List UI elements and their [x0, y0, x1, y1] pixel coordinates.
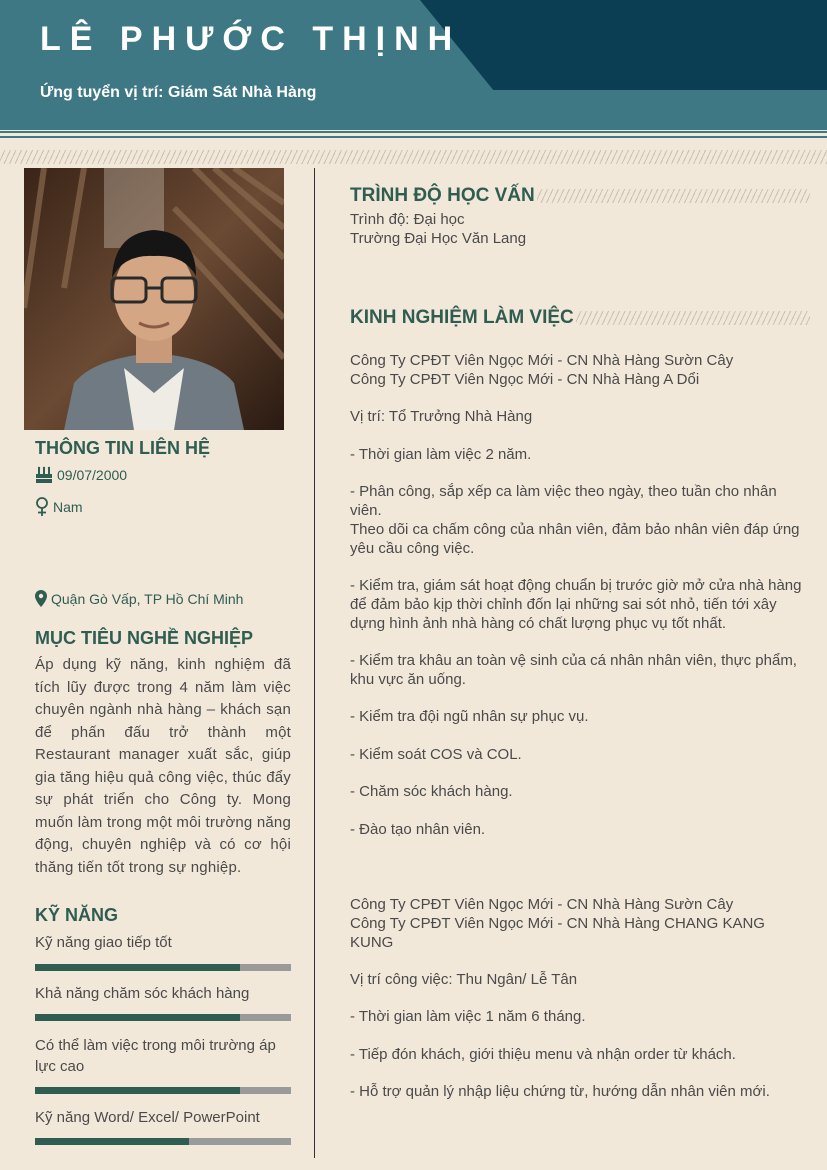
job2-companies: Công Ty CPĐT Viên Ngọc Mới - CN Nhà Hàng Sườn Cây Công Ty CPĐT Viên Ngọc Mới - CN Nhà Hàng CHANG KANG KUNG: [350, 896, 765, 951]
skill-bar: [35, 1087, 291, 1094]
skill-bar-fill: [35, 1087, 240, 1094]
profile-photo: [24, 168, 284, 430]
hatch-decoration: [537, 189, 810, 203]
skill-bar: [35, 1138, 291, 1145]
job1-duration: - Thời gian làm việc 2 năm.: [350, 446, 532, 463]
contact-section-title: THÔNG TIN LIÊN HỆ: [35, 438, 210, 458]
education-school: Trường Đại Học Văn Lang: [350, 230, 527, 247]
experience-section-title: [350, 307, 810, 329]
job1-duty: - Phân công, sắp xếp ca làm việc theo ngày, theo tuần cho nhân viên. Theo dõi ca chấm công của nhân viên, đảm bảo nhân viên đáp ứng yêu cầu công việc.: [350, 483, 800, 557]
job1-duty: - Kiểm soát COS và COL.: [350, 746, 522, 763]
female-symbol-icon: [35, 497, 49, 517]
job2-role: Vị trí công việc: Thu Ngân/ Lễ Tân: [350, 971, 578, 988]
skill-bar-fill: [35, 1138, 189, 1145]
skill-bar: [35, 1014, 291, 1021]
header-rule: [0, 136, 827, 138]
job1-duty: - Kiểm tra khâu an toàn vệ sinh của cá nhân nhân viên, thực phẩm, khu vực ăn uống.: [350, 652, 797, 688]
birthday-row: [35, 466, 127, 484]
education-title-text: TRÌNH ĐỘ HỌC VẤN: [350, 185, 535, 206]
location-pin-icon: [35, 590, 47, 607]
skill-label: Khả năng chăm sóc khách hàng: [35, 985, 250, 1002]
job2-duty: - Hỗ trợ quản lý nhập liệu chứng từ, hướng dẫn nhân viên mới.: [350, 1083, 770, 1100]
job2-duration: - Thời gian làm việc 1 năm 6 tháng.: [350, 1008, 586, 1025]
experience-title-text: KINH NGHIỆM LÀM VIỆC: [350, 307, 574, 328]
address-row: [35, 590, 243, 607]
job1-role: Vị trí: Tổ Trưởng Nhà Hàng: [350, 408, 533, 425]
education-level: Trình độ: Đại học: [350, 211, 465, 228]
applied-position: Ứng tuyển vị trí: Giám Sát Nhà Hàng: [40, 84, 317, 101]
birthday-value: 09/07/2000: [57, 467, 128, 483]
education-section-title: [350, 185, 810, 207]
hatch-decoration: [576, 311, 810, 325]
job2-duty: - Tiếp đón khách, giới thiệu menu và nhận order từ khách.: [350, 1046, 736, 1063]
job1-companies: Công Ty CPĐT Viên Ngọc Mới - CN Nhà Hàng Sườn Cây Công Ty CPĐT Viên Ngọc Mới - CN Nhà Hàng A Dổi: [350, 352, 734, 388]
job1-duty: - Kiểm tra, giám sát hoạt động chuẩn bị trước giờ mở cửa nhà hàng để đảm bảo kịp thời chỉnh đốn lại những sai sót nhỏ, tiến tới xây dựng hình ảnh nhà hàng có chất lượng phục vụ tốt nhất.: [350, 577, 802, 632]
hatch-divider: [0, 150, 827, 164]
objective-text: Áp dụng kỹ năng, kinh nghiệm đã tích lũy được trong 4 năm làm việc chuyên ngành nhà hàng – khách sạn để phấn đấu trở thành một Restaurant manager xuất sắc, giúp gia tăng hiệu quả công việc, thúc đẩy sự phát triển cho Công ty. Mong muốn làm trong một môi trường năng động, chuyên nghiệp và có cơ hội thăng tiến tốt trong sự nghiệp.: [35, 656, 291, 876]
skill-label: Kỹ năng Word/ Excel/ PowerPoint: [35, 1109, 260, 1126]
objective-section-title: MỤC TIÊU NGHỀ NGHIỆP: [35, 628, 254, 648]
header-banner: [0, 0, 827, 142]
column-divider: [314, 168, 315, 1158]
candidate-name: LÊ PHƯỚC THỊNH: [40, 20, 462, 58]
gender-value: Nam: [53, 499, 83, 515]
skill-bar-fill: [35, 1014, 240, 1021]
address-value: Quận Gò Vấp, TP Hồ Chí Minh: [51, 590, 244, 607]
job1-duty: - Chăm sóc khách hàng.: [350, 783, 513, 800]
skill-label: Có thể làm việc trong môi trường áp lực cao: [35, 1037, 276, 1075]
birthday-cake-icon: [35, 466, 53, 484]
header-rule: [0, 131, 827, 133]
skill-bar-fill: [35, 964, 240, 971]
gender-row: [35, 497, 83, 517]
job1-duty: - Kiểm tra đội ngũ nhân sự phục vụ.: [350, 708, 589, 725]
skill-label: Kỹ năng giao tiếp tốt: [35, 934, 172, 951]
job1-duty: - Đào tạo nhân viên.: [350, 821, 486, 838]
skill-bar: [35, 964, 291, 971]
skills-section-title: KỸ NĂNG: [35, 905, 119, 925]
